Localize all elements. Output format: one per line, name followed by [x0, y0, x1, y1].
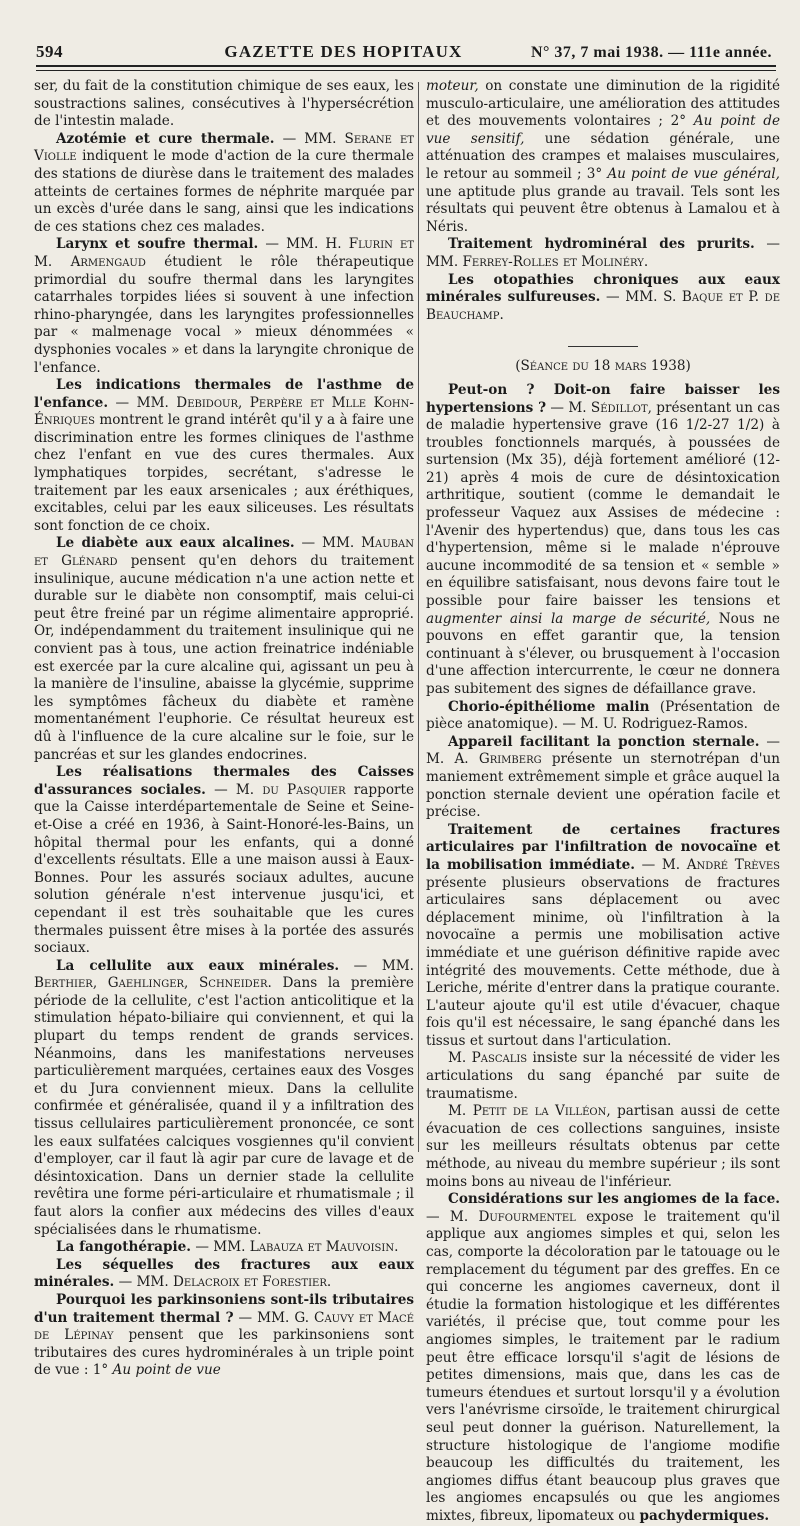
article-fangotherapie: [34, 1239, 414, 1257]
authors: — MM. Labauza et Mauvoisin.: [191, 1239, 399, 1256]
article-title: La fangothérapie.: [56, 1239, 192, 1256]
article-body: expose le traitement qu'il applique aux angiomes simples et qui, selon les cas, comporte la décoloration par le tatouage ou le remplacement du tégument par des greffes. En ce qui concerne les angiomes caverneux, dont il étudie la formation histologique et les différentes variétés, il précise que, tout comme pour les angiomes simples, le traitement par le radium peut être efficace lorsqu'il s'agit de lésions de petites dimensions, mais que, dans les cas de tumeurs étendues et surtout lorsqu'il y a évolution vers l'anévrisme cirsoïde, le traitement chirurgical seul peut donner la guérison. Naturellement, la structure histologique de l'angiome modifie beaucoup les difficultés du traitement, les angiomes diffus étant beaucoup plus graves que les angiomes encapsulés ou que les angiomes mixtes, fibreux, lipomateux ou: [426, 1208, 780, 1524]
authors: — MM. Ferrey-Rolles et Molinéry.: [426, 236, 780, 270]
discussion-petit: [426, 1103, 780, 1191]
authors: — M. A. Grimberg: [426, 733, 780, 768]
paragraph-continued: [426, 78, 780, 236]
article-title: Les indications thermales de l'asthme de l'enfance.: [34, 377, 414, 411]
article-diabete: [34, 535, 414, 764]
article-body: montrent le grand intérêt qu'il y a à faire une discrimination entre les formes cliniques de l'asthme chez l'enfant en vue des cures thermales. Aux lymphatiques torpides, secrétant, s'adresse le traitement par les eaux arsenicales ; aux éréthiques, excitables, celui par les eaux siliceuses. Les résultats sont fonction de ce choix.: [34, 412, 414, 534]
column-divider: [418, 82, 419, 1152]
article-body: présentant un cas de maladie hypertensive grave (16 1/2-27 1/2) à troubles fonctionnels marqués, à poussées de surtension (Mx 35), déjà fortement amélioré (12-21) après 4 mois de cure de désintoxication arthritique, soutient (comme le demandait le professeur Vaquez aux Assises de médecine : l'Avenir des hypertendus) que, dans tous les cas d'hypertension, même si le malade n'éprouve aucune incommodité de sa tension et « semble » en équilibre satisfaisant, nous devons faire tout le possible pour faire baisser les tensions et: [426, 399, 780, 610]
article-italic: Au point de vue général,: [607, 165, 781, 182]
authors: M. Petit de la Villéon,: [448, 1103, 611, 1120]
authors: — M. Dufourmentel: [426, 1208, 576, 1225]
left-column: [34, 78, 415, 1379]
article-chorio: [426, 699, 780, 734]
authors: — MM. S. Baque et P. de Beauchamp.: [426, 289, 781, 323]
discussion-pascalis: [426, 1050, 780, 1103]
article-italic: Au point de vue: [112, 1362, 221, 1379]
article-body: présente un sternotrépan d'un maniement extrêmement simple et grâce auquel la ponction sternale devient une opération facile et précise.: [426, 751, 780, 821]
article-body: insiste sur la nécessité de vider les articulations du sang épanché par suite de traumatisme.: [426, 1050, 780, 1102]
authors: — MM. H. Flurin et M. Armengaud: [34, 236, 414, 270]
right-column: [426, 78, 781, 1524]
article-title: Traitement hydrominéral des prurits.: [448, 236, 755, 253]
article-italic: moteur,: [426, 78, 479, 94]
article-body: on constate une diminution de la rigidité musculo-articulaire, une amélioration des attitudes et des mouvements volontaires ; 2°: [426, 78, 780, 130]
authors: — MM. Berthier, Gaehlinger, Schneider.: [34, 957, 414, 992]
article-title: Les séquelles des fractures aux eaux minérales.: [34, 1256, 414, 1291]
article-larynx: [34, 236, 414, 377]
article-body: Nous ne pouvons en effet garantir que, la tension continuant à s'élever, ou brusquement à l'occasion d'une affection intercurrente, le cœur ne donnera pas subitement des signes de défaillance grave.: [426, 610, 780, 697]
authors: — MM. Mauban et Glénard: [34, 535, 414, 570]
authors: M. Pascalis: [448, 1050, 528, 1067]
session-heading: (Séance du 18 mars 1938): [515, 358, 691, 375]
authors: — MM. G. Cauvy et Macé de Lépinay: [34, 1309, 415, 1344]
article-body: (Présentation de pièce anatomique). — M. U. Rodriguez-Ramos.: [426, 698, 781, 733]
article-body: une aptitude plus grande au travail. Tels sont les résultats qui peuvent être obtenus à Lamalou et à Néris.: [426, 183, 780, 235]
article-body: indiquent le mode d'action de la cure thermale des stations de diurèse dans le traitement des malades atteints de certaines formes de néphrite marquée par un excès d'urée dans le sang, ainsi que les indications de ces stations chez ces malades.: [34, 148, 414, 235]
article-bold-end: pachydermiques.: [639, 1507, 770, 1524]
article-fractures: [426, 822, 780, 1051]
article-sequelles: [34, 1257, 414, 1292]
authors: — MM. Serane et Violle: [34, 130, 415, 165]
article-otopathies: [426, 272, 780, 325]
authors: — M. du Pasquier: [205, 781, 346, 798]
paragraph: ser, du fait de la constitution chimique de ses eaux, les soustractions salines, consécutives à l'hypersécrétion de l'intestin malade.: [34, 78, 414, 130]
article-body: une sédation générale, une atténuation des crampes et malaises musculaires, le retour au sommeil ; 3°: [426, 130, 780, 182]
article-title: Les réalisations thermales des Caisses d'assurances sociales.: [34, 764, 414, 798]
header-rule-thin: [36, 70, 776, 71]
article-body: étudient le rôle thérapeutique primordial du soufre thermal dans les laryngites catarrhales torpides liées si souvent à une infection rhino-pharyngée, dans les laryngites professionnelles par « malmenage vocal » mieux dénommées « dysphonies vocales » et dans la laryngite chronique de l'enfance.: [34, 253, 414, 376]
article-title: La cellulite aux eaux minérales.: [56, 957, 340, 974]
article-title: Les otopathies chroniques aux eaux minérales sulfureuses.: [426, 271, 780, 306]
journal-title: GAZETTE DES HOPITAUX: [224, 42, 463, 61]
article-body: partisan aussi de cette évacuation de ces collections sanguines, insiste sur les meilleurs résultats obtenus par cette méthode, au niveau du membre supérieur ; ils sont moins bons au niveau de l'inférieur.: [426, 1103, 780, 1190]
page-number: 594: [36, 42, 63, 61]
article-azotemie: [34, 131, 414, 237]
article-title: Peut-on ? Doit-on faire baisser les hypertensions ?: [426, 381, 780, 416]
issue-info: N° 37, 7 mai 1938. — 111e année.: [530, 44, 772, 61]
article-body: pensent qu'en dehors du traitement insulinique, aucune médication n'a une action nette et durable sur le diabète non consomptif, mais celui-ci peut être freiné par un régime alimentaire approprié. Or, indépendamment du traitement insulinique qui ne convient pas à tous, une action freinatrice indéniable est exercée par la cure alcaline qui, agissant un peu à la manière de l'insuline, abaisse la glycémie, supprime les symptômes fâcheux du diabète et ramène momentanément l'euphorie. Ce résultat heureux est dû à l'influence de la cure alcaline sur le foie, sur le pancréas et sur les glandes endocrines.: [34, 553, 415, 763]
article-caisses: [34, 764, 414, 958]
authors: — MM. Delacroix et Forestier.: [114, 1274, 332, 1291]
article-prurits: [426, 236, 780, 271]
article-parkinsoniens: [34, 1292, 414, 1380]
authors: — M. André Trèves: [635, 856, 780, 873]
header-rule: [36, 65, 776, 67]
article-title: Le diabète aux eaux alcalines.: [56, 535, 295, 552]
article-title: Considérations sur les angiomes de la face.: [448, 1191, 780, 1208]
article-body: présente plusieurs observations de fractures articulaires sans déplacement ou avec déplacement minime, où l'infiltration à la novocaïne a permis une mobilisation active immédiate et une guérison définitive rapide avec intégrité des mouvements. Cette méthode, due à Leriche, mérite d'entrer dans la pratique courante. L'auteur ajoute qu'il est utile d'évacuer, chaque fois qu'il est nécessaire, le sang épanché dans les tissus et surtout dans l'articulation.: [426, 874, 780, 1049]
authors: — M. Sédillot,: [546, 399, 652, 416]
article-hypertensions: [426, 382, 780, 699]
article-body: rapporte que la Caisse interdépartementale de Seine et Seine-et-Oise a créé en 1936, à Saint-Honoré-les-Bains, un hôpital thermal pour les enfants, qui a donné d'excellents résultats. Elle a une maison aussi à Eaux-Bonnes. Pour les assurés sociaux adultes, aucune solution générale n'est intervenue jusqu'ici, et cependant il est très souhaitable que les cures thermales puissent être mises à la portée des assurés sociaux.: [34, 781, 415, 957]
authors: — MM. Debidour, Perpère et Mlle Kohn-Énriques: [34, 394, 414, 429]
article-ponction: [426, 734, 780, 822]
article-title: Appareil facilitant la ponction sternale.: [448, 733, 760, 750]
article-title: Chorio-épithéliome malin: [448, 698, 650, 715]
article-body: Dans la première période de la cellulite, c'est l'action anticolitique et la stimulation hépato-biliaire qui conviennent, et qui la plupart du temps rendent de grands services. Néanmoins, dans les manifestations nerveuses particulièrement marquées, certaines eaux des Vosges et du Jura conviennent mieux. Dans la cellulite confirmée et généralisée, quand il y a infiltration des tissus cellulaires particulièrement prononcée, ce sont les eaux sulfatées calciques vosgiennes qu'il convient d'employer, car il faut là agir par cure de lavage et de désintoxication. Dans un dernier stade la cellulite revêtira une forme péri-articulaire et rhumatismale ; il faut alors la confier aux médecins des villes d'eaux spécialisées dans le rhumatisme.: [34, 975, 414, 1238]
article-title: Traitement de certaines fractures articulaires par l'infiltration de novocaïne et la mobilisation immédiate.: [426, 821, 780, 873]
article-title: Larynx et soufre thermal.: [56, 236, 259, 253]
article-title: Azotémie et cure thermale.: [56, 130, 275, 147]
article-italic: augmenter ainsi la marge de sécurité,: [426, 610, 711, 627]
article-asthme: [34, 377, 414, 535]
running-header: [36, 34, 772, 62]
article-angiomes: [426, 1191, 780, 1525]
article-body: pensent que les parkinsoniens sont tributaires des cures hydrominérales à un triple point de vue : 1°: [34, 1327, 415, 1379]
article-title: Pourquoi les parkinsoniens sont-ils tributaires d'un traitement thermal ?: [34, 1291, 414, 1326]
article-cellulite: [34, 958, 414, 1240]
section-separator: [426, 338, 780, 348]
article-italic: Au point de vue sensitif,: [426, 113, 780, 147]
